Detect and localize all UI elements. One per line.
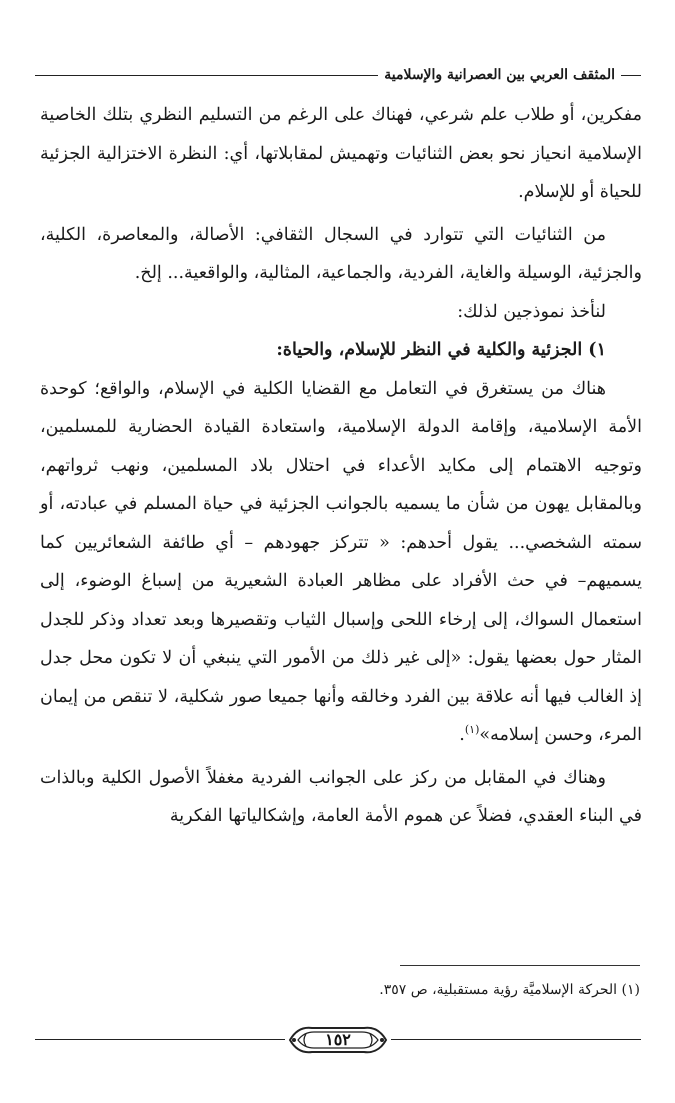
paragraph-continuation: مفكرين، أو طلاب علم شرعي، فهناك على الرغم من التسليم النظري بتلك الخاصية الإسلامية انحياز نحو بعض الثنائيات وتهميش لمقابلاتها، أي: النظرة الاختزالية الجزئية للحياة أو للإسلام. xyxy=(40,105,642,202)
running-title: المثقف العربي بين العصرانية والإسلامية xyxy=(384,67,615,83)
footer-rule-left xyxy=(35,1039,285,1040)
page-number: ١٥٢ xyxy=(325,1030,351,1049)
section-heading: ١) الجزئية والكلية في النظر للإسلام، والحياة: xyxy=(276,340,606,360)
main-text xyxy=(40,96,642,836)
paragraph-partial-whole xyxy=(40,370,642,755)
footnote-divider xyxy=(400,965,640,966)
footer-rule-right xyxy=(391,1039,641,1040)
footnote: (١) الحركة الإسلاميَّة رؤية مستقبلية، ص ٣٥٧. xyxy=(379,982,640,998)
page-number-ornament xyxy=(288,1022,388,1058)
header-rule-right xyxy=(621,75,641,76)
paragraph-intro-examples: لنأخذ نموذجين لذلك: xyxy=(457,301,606,322)
closing-period: . xyxy=(459,725,465,745)
header-rule-left xyxy=(35,75,378,76)
paragraph-partial-whole-text: هناك من يستغرق في التعامل مع القضايا الكلية في الإسلام، والواقع؛ كوحدة الأمة الإسلامية، وإقامة الدولة الإسلامية، واستعادة القيادة الحضارية للمسلمين، وتوجيه الاهتمام إلى مكايد الأعداء في احتلال بلاد المسلمين، ونهب ثرواتهم، وبالمقابل يهون من شأن ما يسميه بالجوانب الجزئية في حياة المسلم في عبادته، أو سمته الشخصي... يقول أحدهم: « تتركز جهودهم – أي طائفة الشعائريين كما يسميهم– في حث الأفراد على مظاهر العبادة الشعيرية من إسباغ الوضوء، إلى استعمال السواك، إلى إرخاء اللحى وإسبال الثياب وتقصيرها وبعد تعداد وذكر للجدل المثار حول بعضها يقول: «إلى غير ذلك من الأمور التي ينبغي أن لا تكون محل جدل إذ الغالب فيها أنه علاقة بين الفرد وخالقه وأنها جميعا صور شكلية، لا تنقص من إيمان المرء، وحسن إسلامه» xyxy=(40,378,642,745)
page-footer xyxy=(35,1022,641,1058)
paragraph-counterpoint: وهناك في المقابل من ركز على الجوانب الفردية مغفلاً الأصول الكلية وبالذات في البناء العقدي، فضلاً عن هموم الأمة العامة، وإشكالياتها الفكرية xyxy=(40,767,642,826)
paragraph-dualities: من الثنائيات التي تتوارد في السجال الثقافي: الأصالة، والمعاصرة، الكلية، والجزئية، الوسيلة والغاية، الفردية، والجماعية، المثالية، والواقعية... إلخ. xyxy=(40,224,642,283)
running-header xyxy=(35,60,641,90)
footnote-reference[interactable]: (١) xyxy=(464,723,480,737)
